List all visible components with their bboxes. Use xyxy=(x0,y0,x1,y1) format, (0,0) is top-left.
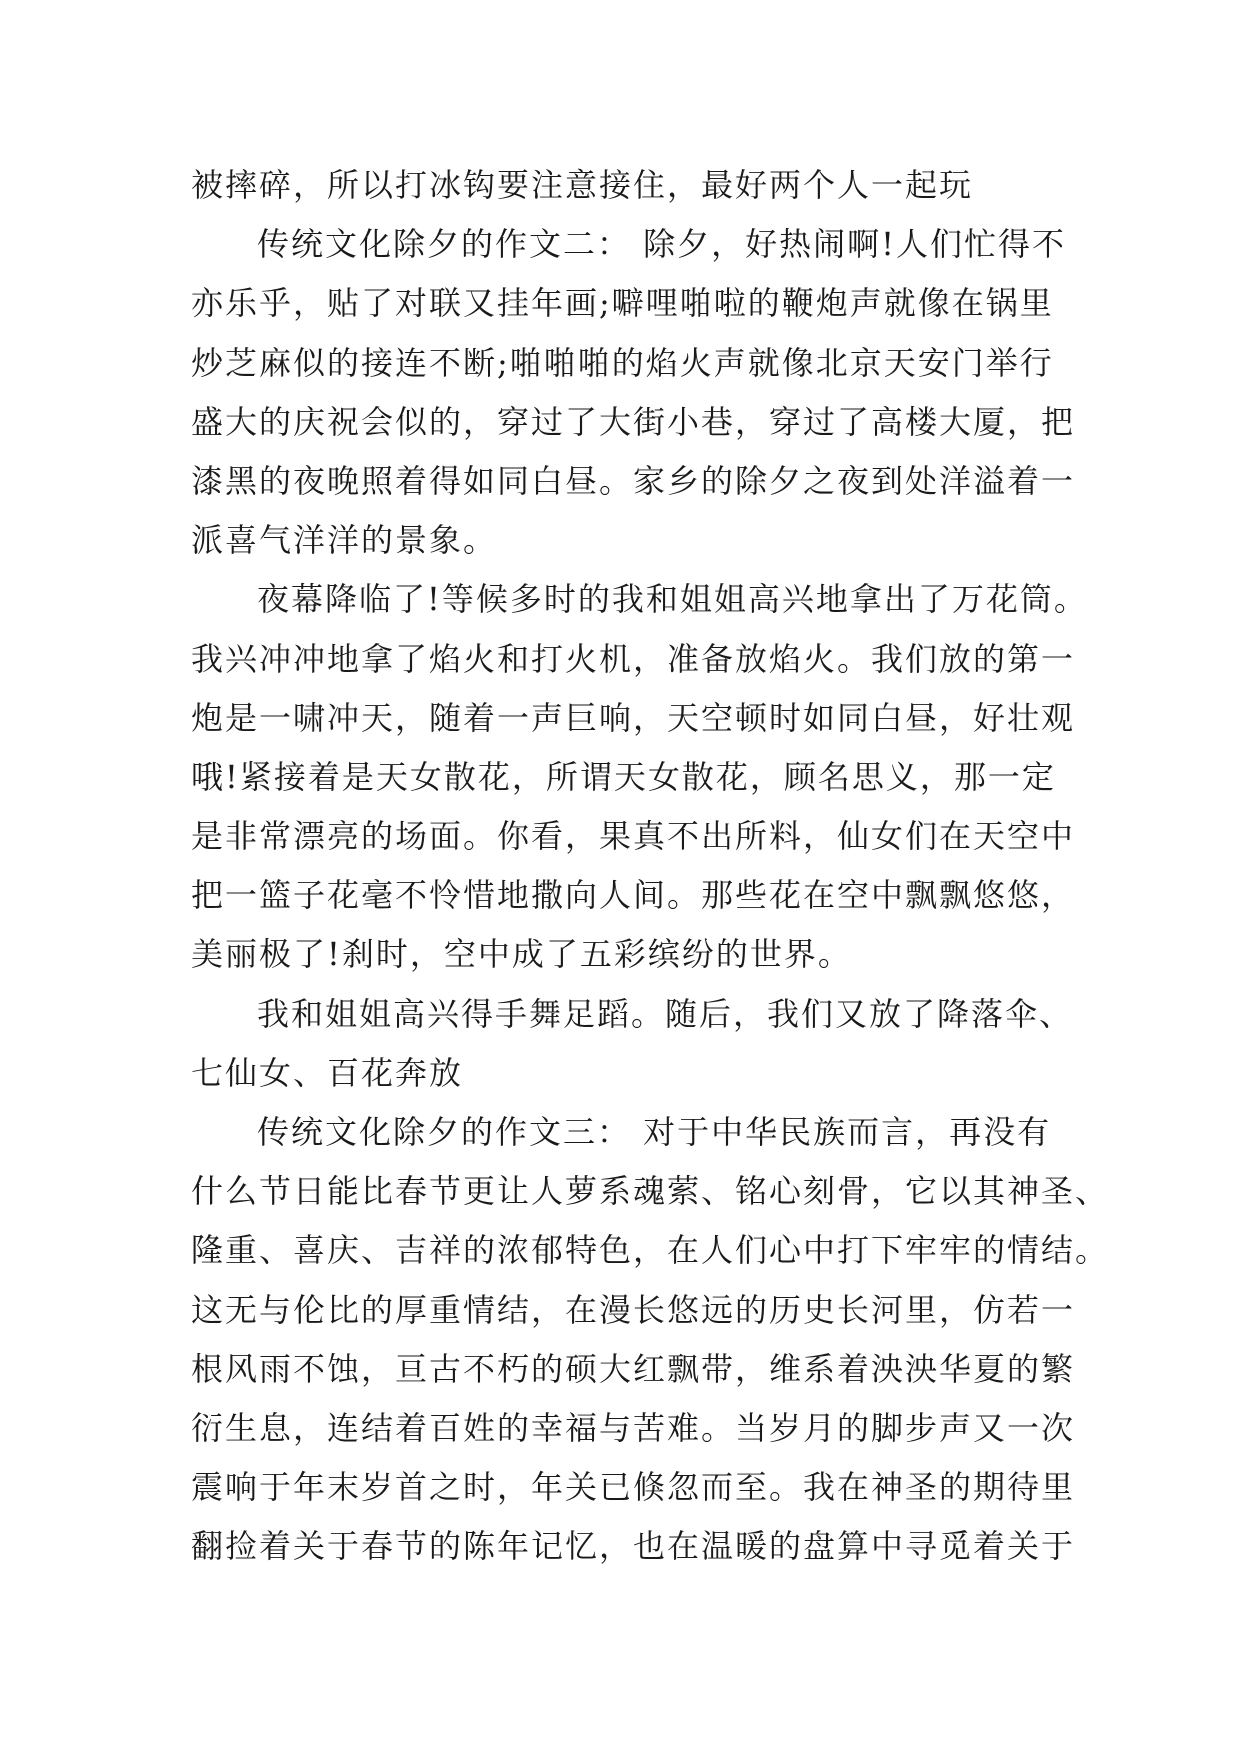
text-line: 把一篮子花毫不怜惜地撒向人间。那些花在空中飘飘悠悠， xyxy=(191,876,1076,915)
text-line: 亦乐乎，贴了对联又挂年画;噼哩啪啦的鞭炮声就像在锅里 xyxy=(191,284,1054,323)
paragraph-first-line: 我和姐姐高兴得手舞足蹈。随后，我们又放了降落伞、 xyxy=(257,994,1074,1033)
text-line: 我兴冲冲地拿了焰火和打火机，准备放焰火。我们放的第一 xyxy=(191,639,1076,678)
text-line: 隆重、喜庆、吉祥的浓郁特色，在人们心中打下牢牢的情结。 xyxy=(191,1231,1110,1270)
text-line: 七仙女、百花奔放 xyxy=(191,1053,464,1092)
paragraph-first-line: 传统文化除夕的作文二： 除夕，好热闹啊!人们忙得不 xyxy=(257,225,1067,264)
paragraph-first-line: 传统文化除夕的作文三： 对于中华民族而言，再没有 xyxy=(257,1113,1052,1151)
text-line: 漆黑的夜晚照着得如同白昼。家乡的除夕之夜到处洋溢着一 xyxy=(191,461,1076,500)
text-line: 震响于年末岁首之时，年关已倏忽而至。我在神圣的期待里 xyxy=(191,1468,1076,1507)
paragraph-first-line: 夜幕降临了!等候多时的我和姐姐高兴地拿出了万花筒。 xyxy=(257,580,1088,619)
text-line: 炒芝麻似的接连不断;啪啪啪的焰火声就像北京天安门举行 xyxy=(191,343,1054,382)
text-line: 被摔碎，所以打冰钩要注意接住，最好两个人一起玩 xyxy=(191,166,974,204)
text-line: 什么节日能比春节更让人萝系魂萦、铭心刻骨，它以其神圣、 xyxy=(191,1172,1110,1211)
text-line: 这无与伦比的厚重情结，在漫长悠远的历史长河里，仿若一 xyxy=(191,1290,1076,1329)
text-line: 是非常漂亮的场面。你看，果真不出所料，仙女们在天空中 xyxy=(191,817,1076,856)
text-line: 衍生息，连结着百姓的幸福与苦难。当岁月的脚步声又一次 xyxy=(191,1408,1076,1447)
document-text-body xyxy=(191,156,1110,1577)
text-line: 翻捡着关于春节的陈年记忆，也在温暖的盘算中寻觅着关于 xyxy=(191,1527,1076,1566)
text-line: 炮是一啸冲天，随着一声巨响，天空顿时如同白昼，好壮观 xyxy=(191,698,1076,737)
text-line: 派喜气洋洋的景象。 xyxy=(191,521,498,560)
text-line: 根风雨不蚀，亘古不朽的硕大红飘带，维系着泱泱华夏的繁 xyxy=(191,1349,1076,1388)
text-line: 哦!紧接着是天女散花，所谓天女散花，顾名思义，那一定 xyxy=(191,757,1056,796)
text-line: 盛大的庆祝会似的，穿过了大街小巷，穿过了高楼大厦，把 xyxy=(191,402,1076,441)
text-line: 美丽极了!刹时，空中成了五彩缤纷的世界。 xyxy=(191,935,852,974)
